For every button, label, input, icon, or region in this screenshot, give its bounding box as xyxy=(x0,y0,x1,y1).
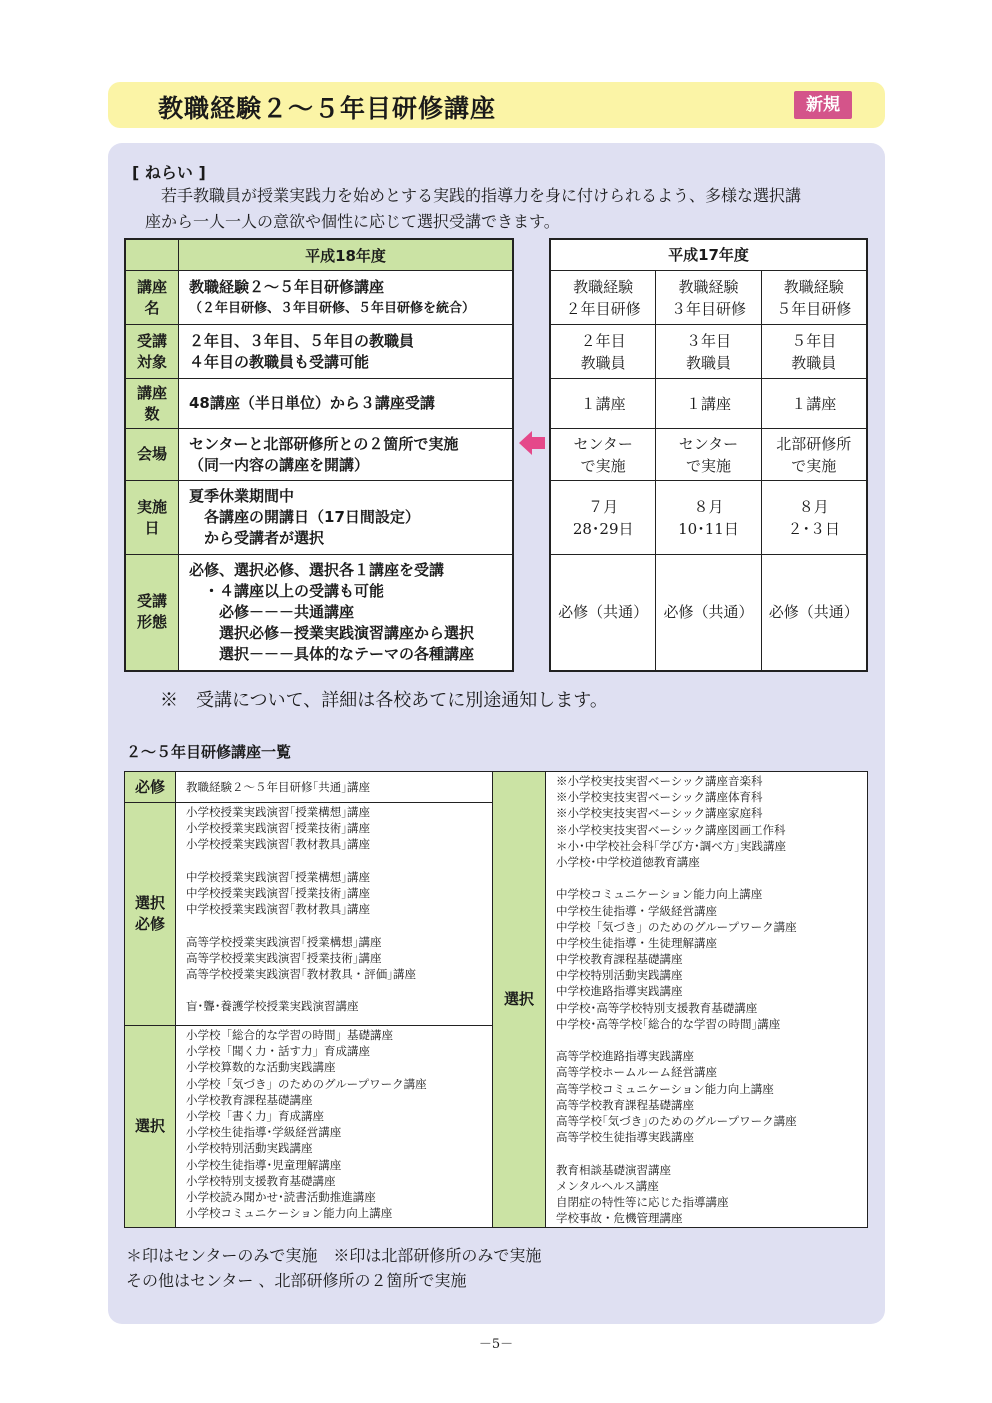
footnote xyxy=(126,1243,541,1293)
list-item xyxy=(186,982,492,998)
h18-header: 平成18年度 xyxy=(179,239,514,271)
footnote-line-2: その他はセンター 、北部研修所の２箇所で実施 xyxy=(126,1271,467,1290)
list-item: 高等学校授業実践演習｢教材教具・評価｣講座 xyxy=(186,966,416,981)
cell-line: １講座 xyxy=(791,394,837,413)
cell-line: ５年目 xyxy=(791,331,837,350)
cell-line: １講座 xyxy=(685,394,731,413)
cell-line: ２･３日 xyxy=(787,519,841,538)
h18-row-label xyxy=(125,271,179,325)
list-item: 小学校授業実践演習｢教材教具｣講座 xyxy=(186,837,370,852)
aim-text xyxy=(145,183,870,235)
h17-cell xyxy=(656,325,761,379)
list-item: 小学校授業実践演習｢授業技術｣講座 xyxy=(186,821,370,836)
cell-line: 教職員 xyxy=(580,353,626,372)
list-item: ※小学校実技実習ベーシック講座音楽科 xyxy=(556,774,763,788)
list-item: 小学校特別支援教育基礎講座 xyxy=(186,1173,336,1188)
row-label-line: 名 xyxy=(144,298,160,317)
list-item: 中学校特別活動実践講座 xyxy=(556,968,683,983)
h17-cell xyxy=(550,271,656,325)
aim-line-1: 若手教職員が授業実践力を始めとする実践的指導力を身に付けられるよう、多様な選択講 xyxy=(161,186,802,205)
h17-cell xyxy=(761,555,867,671)
row-value-line: 選択－－－具体的なテーマの各種講座 xyxy=(189,644,475,663)
cell-line: センター xyxy=(573,434,633,453)
h18-table xyxy=(124,238,514,672)
cell-line: 教職経験 xyxy=(573,277,634,296)
h18-row-value xyxy=(179,555,514,671)
row-label-line: 数 xyxy=(144,404,160,423)
list-item: 小学校「聞く力・話す力」育成講座 xyxy=(186,1044,370,1059)
list-item xyxy=(186,917,492,933)
list-item: ※小学校実技実習ベーシック講座家庭科 xyxy=(556,806,763,821)
h17-cell xyxy=(550,555,656,671)
h18-row-label xyxy=(125,379,179,429)
cell-line: 教職経験 xyxy=(783,277,844,296)
row-value-line: ・４講座以上の受講も可能 xyxy=(189,581,385,600)
row-value-line: 必修－－－共通講座 xyxy=(189,602,355,621)
label-line: 選択 xyxy=(134,894,165,912)
list-item: 小学校「気づき」のためのグループワーク講座 xyxy=(186,1076,427,1091)
label-line: 必修 xyxy=(134,915,165,933)
row-value-line: から受講者が選択 xyxy=(189,529,325,547)
list-item: 小学校教育課程基礎講座 xyxy=(186,1092,313,1107)
list-item: 高等学校ホームルーム経営講座 xyxy=(556,1065,717,1080)
cell-line: で実施 xyxy=(685,456,731,475)
row-value-line: 教職経験２～５年目研修講座 xyxy=(189,277,385,296)
cell-line: センター xyxy=(678,434,739,453)
row-value-line: 夏季休業期間中 xyxy=(189,487,295,505)
list-item: ※小学校実技実習ベーシック講座図画工作科 xyxy=(556,822,786,837)
h17-cell xyxy=(761,379,867,429)
h18-row-label xyxy=(125,555,179,671)
cell-line: ２年目研修 xyxy=(565,299,641,318)
list-item: ＊小･中学校社会科｢学び方･調べ方｣実践講座 xyxy=(556,838,786,853)
list-item xyxy=(556,870,867,886)
h17-header: 平成17年度 xyxy=(550,239,867,271)
h17-cell xyxy=(550,379,656,429)
row-label-line: 日 xyxy=(144,518,160,537)
h18-row-value xyxy=(179,271,514,325)
list-item xyxy=(556,1032,867,1048)
row-value-line: 必修、選択必修、選択各１講座を受講 xyxy=(189,560,445,579)
h17-cell xyxy=(656,379,761,429)
cell-line: 教職経験 xyxy=(678,277,739,296)
elective-label-left: 選択 xyxy=(125,1026,176,1228)
cell-line: 必修（共通） xyxy=(663,603,754,622)
list-item: 中学校生徒指導・生徒理解講座 xyxy=(556,935,717,950)
row-value-line: （２年目研修、３年目研修、５年目研修を統合） xyxy=(189,300,476,316)
list-item: 高等学校コミュニケーション能力向上講座 xyxy=(556,1081,774,1096)
arrow-left-icon xyxy=(517,428,547,458)
cell-line: 北部研修所 xyxy=(776,434,852,453)
cell-line: ３年目 xyxy=(685,331,731,350)
row-value-line: 48講座（半日単位）から３講座受講 xyxy=(189,394,435,412)
footnote-line-1: ＊印はセンターのみで実施 ※印は北部研修所のみで実施 xyxy=(126,1246,542,1265)
cell-line: 教職員 xyxy=(791,353,837,372)
h17-cell xyxy=(656,271,761,325)
cell-line: ５年目研修 xyxy=(776,299,852,318)
h18-corner-cell xyxy=(125,239,179,271)
cell-line: 必修（共通） xyxy=(558,603,649,622)
list-item: 中学校授業実践演習｢授業技術｣講座 xyxy=(186,885,370,900)
list-title: ２～５年目研修講座一覧 xyxy=(126,743,292,761)
list-item: 中学校授業実践演習｢教材教具｣講座 xyxy=(186,902,370,917)
list-item: 学校事故・危機管理講座 xyxy=(556,1211,683,1226)
row-value-line: （同一内容の講座を開講） xyxy=(189,455,370,474)
list-item: 小学校コミュニケーション能力向上講座 xyxy=(186,1206,393,1221)
cell-line: 必修（共通） xyxy=(768,603,859,622)
row-label-line: 実施 xyxy=(136,497,167,516)
row-label-line: 対象 xyxy=(136,352,167,371)
new-badge: 新規 xyxy=(794,91,852,119)
list-item: 小学校「総合的な学習の時間」基礎講座 xyxy=(186,1028,393,1042)
list-item: 小学校算数的な活動実践講座 xyxy=(186,1060,336,1075)
h17-cell xyxy=(550,429,656,481)
cell-line: ７月 xyxy=(588,497,619,516)
cell-line: で実施 xyxy=(791,456,837,475)
list-item: 高等学校進路指導実践講座 xyxy=(556,1049,694,1064)
h18-row-value xyxy=(179,429,514,481)
elective-required-items xyxy=(176,803,493,1026)
list-item: 中学校生徒指導・学級経営講座 xyxy=(556,903,717,918)
list-item: 中学校「気づき」のためのグループワーク講座 xyxy=(556,919,797,934)
list-item: 高等学校授業実践演習｢授業技術｣講座 xyxy=(186,950,382,965)
cell-line: ８月 xyxy=(798,497,829,516)
cell-line: １講座 xyxy=(580,394,626,413)
list-item: 中学校授業実践演習｢授業構想｣講座 xyxy=(186,869,370,884)
row-value-line: センターと北部研修所との２箇所で実施 xyxy=(189,434,459,453)
row-label-line: 受講 xyxy=(136,331,167,350)
h17-cell xyxy=(550,325,656,379)
h17-cell xyxy=(761,429,867,481)
list-item: メンタルヘルス講座 xyxy=(556,1178,659,1193)
list-item: 高等学校授業実践演習｢授業構想｣講座 xyxy=(186,934,382,949)
list-item xyxy=(556,1145,867,1161)
list-item: 高等学校教育課程基礎講座 xyxy=(556,1097,694,1112)
row-label-line: 会場 xyxy=(136,445,167,463)
list-item: 小学校生徒指導･学級経営講座 xyxy=(186,1125,342,1140)
list-item xyxy=(186,853,492,869)
list-item: 小学校生徒指導･児童理解講座 xyxy=(186,1157,342,1172)
list-item: 教職経験２～５年目研修｢共通｣講座 xyxy=(186,779,370,794)
list-item: 小学校授業実践演習｢授業構想｣講座 xyxy=(186,805,370,819)
h17-cell xyxy=(656,481,761,555)
h18-row-value xyxy=(179,481,514,555)
required-items xyxy=(176,772,493,803)
h18-row-value xyxy=(179,379,514,429)
list-item: 中学校進路指導実践講座 xyxy=(556,984,683,999)
aim-heading: [ ねらい ] xyxy=(132,163,206,182)
list-item: ※小学校実技実習ベーシック講座体育科 xyxy=(556,790,763,805)
list-item: 教育相談基礎演習講座 xyxy=(556,1162,671,1177)
elective-right-items xyxy=(546,772,868,1228)
cell-line: 10･11日 xyxy=(678,519,739,538)
h17-table xyxy=(549,238,868,672)
title-bar xyxy=(108,82,885,128)
list-item: 中学校教育課程基礎講座 xyxy=(556,952,683,967)
list-item: 小学校･中学校道徳教育講座 xyxy=(556,854,700,869)
elective-required-label xyxy=(125,803,176,1026)
h18-row-label xyxy=(125,429,179,481)
list-item: 中学校･高等学校｢総合的な学習の時間｣講座 xyxy=(556,1016,781,1031)
required-label: 必修 xyxy=(125,772,176,803)
cell-line: ３年目研修 xyxy=(670,299,746,318)
h17-cell xyxy=(761,325,867,379)
cell-line: ８月 xyxy=(693,497,724,516)
list-item: 高等学校生徒指導実践講座 xyxy=(556,1130,694,1145)
elective-left-items xyxy=(176,1026,493,1228)
row-label-line: 形態 xyxy=(136,613,167,632)
elective-label-right: 選択 xyxy=(493,772,546,1228)
h18-row-value xyxy=(179,325,514,379)
h17-cell xyxy=(550,481,656,555)
row-value-line: 選択必修－授業実践演習講座から選択 xyxy=(189,623,475,642)
page-number: －5－ xyxy=(478,1337,514,1352)
list-item: 小学校特別活動実践講座 xyxy=(186,1141,313,1156)
cell-line: で実施 xyxy=(580,456,626,475)
cell-line: 28･29日 xyxy=(572,519,634,538)
course-list-table xyxy=(124,771,868,1228)
h17-cell xyxy=(656,429,761,481)
h17-cell xyxy=(761,481,867,555)
row-value-line: ２年目、３年目、５年目の教職員 xyxy=(189,331,415,350)
aim-line-2: 座から一人一人の意欲や個性に応じて選択受講できます。 xyxy=(145,212,560,231)
page-title: 教職経験２～５年目研修講座 xyxy=(158,94,497,123)
list-item: 小学校「書く力」育成講座 xyxy=(186,1108,324,1123)
row-label-line: 受講 xyxy=(136,592,167,611)
h17-cell xyxy=(656,555,761,671)
list-item: 高等学校｢気づき｣のためのグループワーク講座 xyxy=(556,1113,797,1128)
cell-line: ２年目 xyxy=(580,331,626,350)
row-value-line: 各講座の開講日（17日間設定） xyxy=(189,508,420,526)
h18-row-label xyxy=(125,481,179,555)
note-text: ※ 受講について、詳細は各校あてに別途通知します。 xyxy=(160,690,608,711)
row-value-line: ４年目の教職員も受講可能 xyxy=(189,352,370,371)
cell-line: 教職員 xyxy=(685,353,731,372)
h17-cell xyxy=(761,271,867,325)
list-item: 中学校コミュニケーション能力向上講座 xyxy=(556,887,763,902)
list-item: 小学校読み聞かせ･読書活動推進講座 xyxy=(186,1189,376,1204)
row-label-line: 講座 xyxy=(136,383,167,402)
h18-row-label xyxy=(125,325,179,379)
list-item: 自閉症の特性等に応じた指導講座 xyxy=(556,1194,729,1209)
list-item: 中学校･高等学校特別支援教育基礎講座 xyxy=(556,1000,758,1015)
list-item: 盲･聾･養護学校授業実践演習講座 xyxy=(186,999,359,1014)
row-label-line: 講座 xyxy=(136,277,167,296)
